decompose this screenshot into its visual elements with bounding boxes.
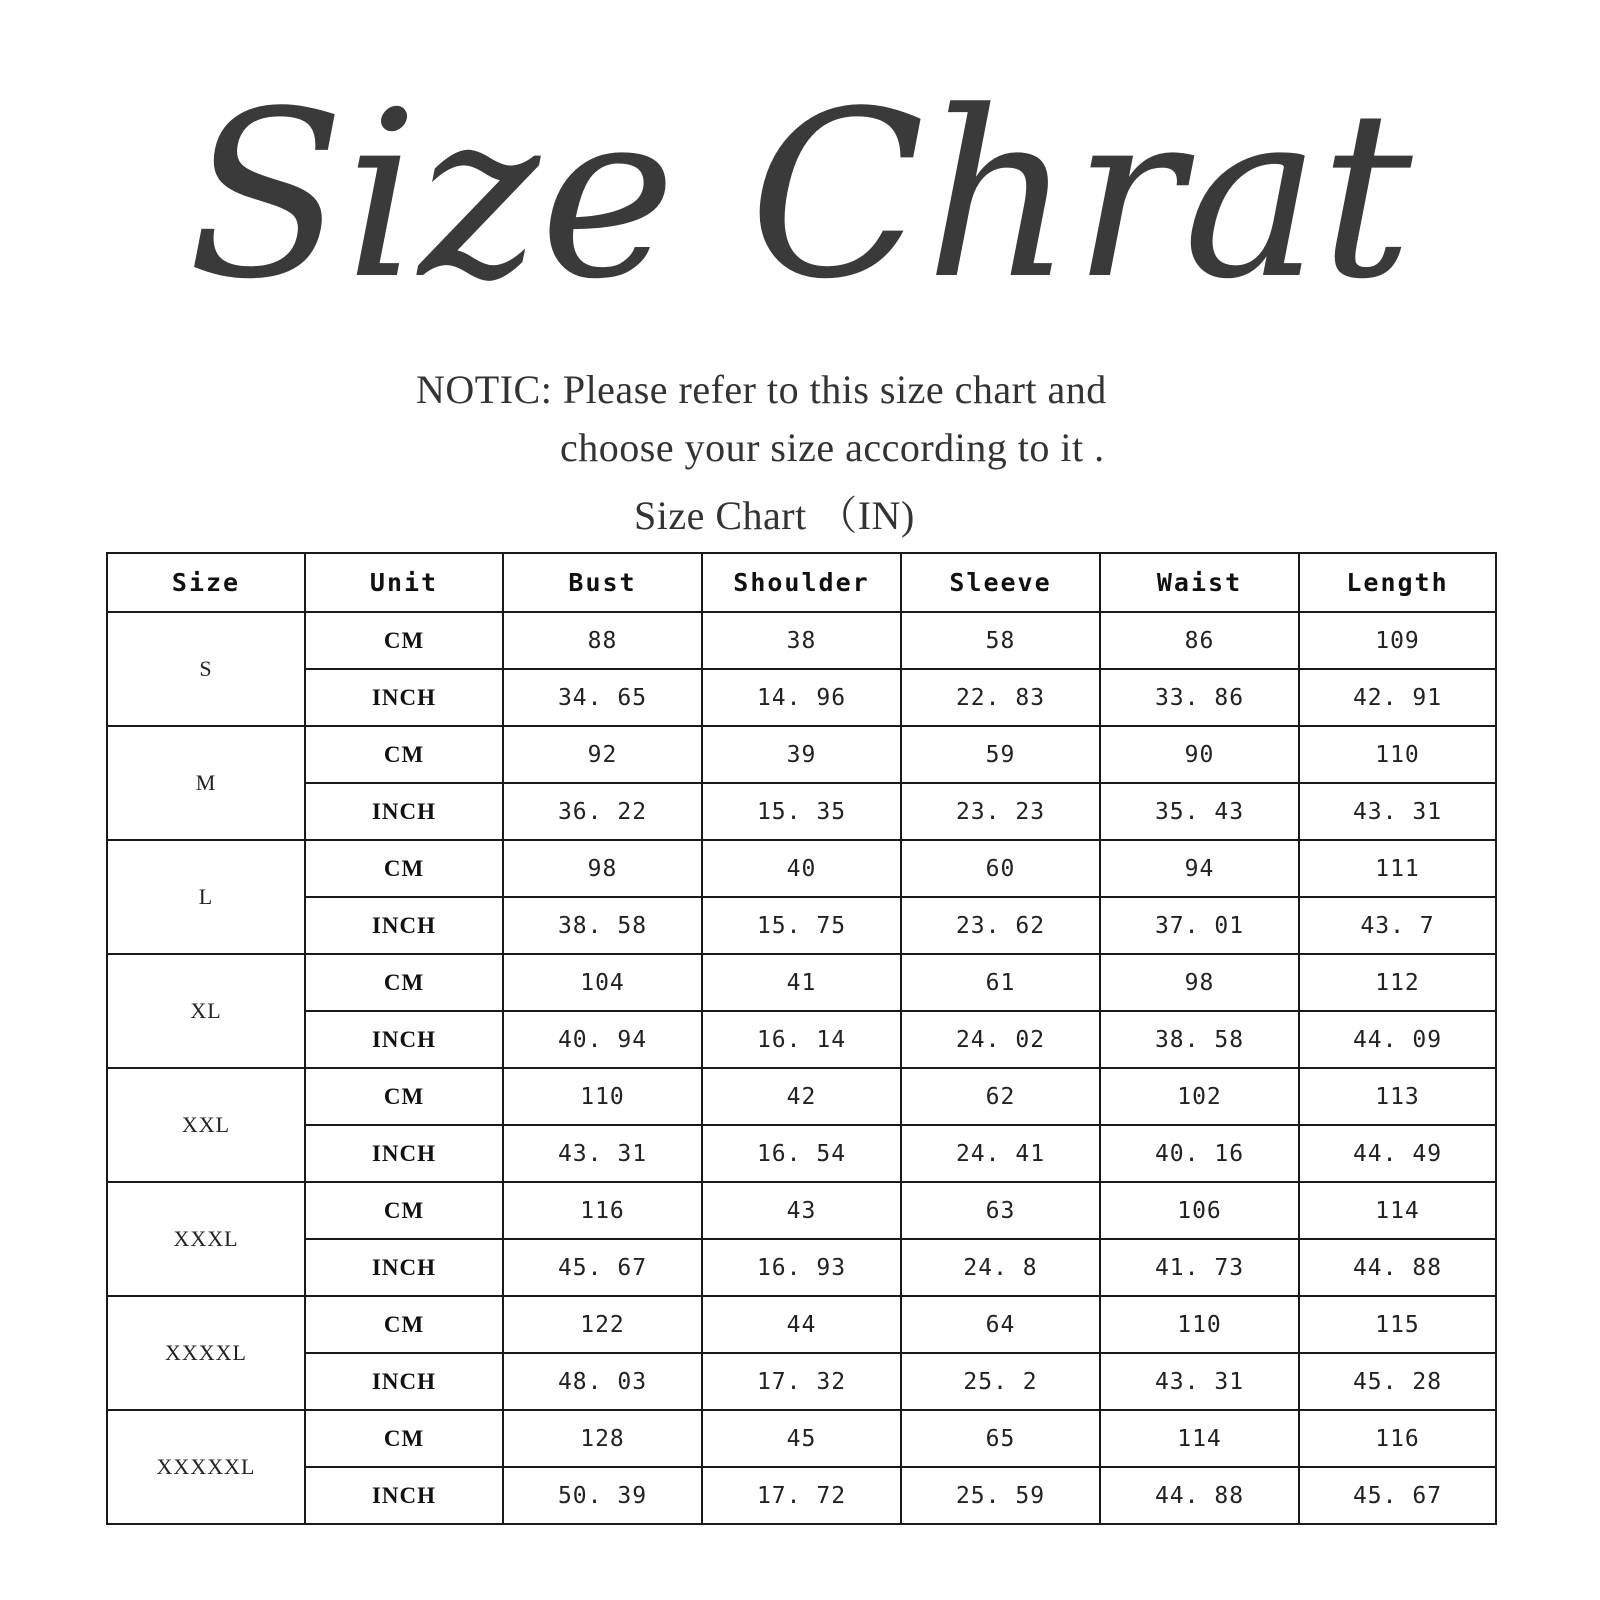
sleeve-cm-cell: 59 bbox=[901, 726, 1100, 783]
length-cm-cell: 116 bbox=[1299, 1410, 1496, 1467]
length-cm-cell: 115 bbox=[1299, 1296, 1496, 1353]
unit-cell-cm: CM bbox=[305, 726, 503, 783]
unit-cell-cm: CM bbox=[305, 954, 503, 1011]
unit-cell-inch: INCH bbox=[305, 783, 503, 840]
bust-inch-cell: 34. 65 bbox=[503, 669, 702, 726]
waist-inch-cell: 33. 86 bbox=[1100, 669, 1299, 726]
table-row bbox=[107, 1011, 1496, 1068]
header-unit: Unit bbox=[305, 553, 503, 612]
size-cell: S bbox=[107, 612, 305, 726]
bust-cm-cell: 104 bbox=[503, 954, 702, 1011]
length-inch-cell: 45. 67 bbox=[1299, 1467, 1496, 1524]
sleeve-cm-cell: 60 bbox=[901, 840, 1100, 897]
unit-cell-inch: INCH bbox=[305, 1353, 503, 1410]
unit-cell-inch: INCH bbox=[305, 669, 503, 726]
unit-cell-inch: INCH bbox=[305, 1467, 503, 1524]
waist-cm-cell: 86 bbox=[1100, 612, 1299, 669]
table-row bbox=[107, 669, 1496, 726]
header-waist: Waist bbox=[1100, 553, 1299, 612]
bust-cm-cell: 92 bbox=[503, 726, 702, 783]
waist-cm-cell: 90 bbox=[1100, 726, 1299, 783]
table-row bbox=[107, 1239, 1496, 1296]
unit-cell-cm: CM bbox=[305, 1182, 503, 1239]
shoulder-cm-cell: 45 bbox=[702, 1410, 901, 1467]
unit-cell-cm: CM bbox=[305, 1410, 503, 1467]
shoulder-inch-cell: 16. 93 bbox=[702, 1239, 901, 1296]
shoulder-inch-cell: 17. 32 bbox=[702, 1353, 901, 1410]
waist-inch-cell: 43. 31 bbox=[1100, 1353, 1299, 1410]
unit-cell-cm: CM bbox=[305, 840, 503, 897]
sleeve-inch-cell: 25. 59 bbox=[901, 1467, 1100, 1524]
size-cell: L bbox=[107, 840, 305, 954]
shoulder-inch-cell: 15. 75 bbox=[702, 897, 901, 954]
bust-cm-cell: 88 bbox=[503, 612, 702, 669]
shoulder-cm-cell: 40 bbox=[702, 840, 901, 897]
shoulder-cm-cell: 38 bbox=[702, 612, 901, 669]
waist-cm-cell: 106 bbox=[1100, 1182, 1299, 1239]
header-size: Size bbox=[107, 553, 305, 612]
size-cell: XXXXXL bbox=[107, 1410, 305, 1524]
table-row bbox=[107, 1068, 1496, 1125]
sleeve-inch-cell: 22. 83 bbox=[901, 669, 1100, 726]
waist-inch-cell: 38. 58 bbox=[1100, 1011, 1299, 1068]
size-cell: XXXXL bbox=[107, 1296, 305, 1410]
waist-cm-cell: 102 bbox=[1100, 1068, 1299, 1125]
length-cm-cell: 112 bbox=[1299, 954, 1496, 1011]
table-row bbox=[107, 897, 1496, 954]
table-header-row bbox=[107, 553, 1496, 612]
waist-cm-cell: 94 bbox=[1100, 840, 1299, 897]
unit-cell-inch: INCH bbox=[305, 897, 503, 954]
length-cm-cell: 111 bbox=[1299, 840, 1496, 897]
unit-cell-cm: CM bbox=[305, 1296, 503, 1353]
length-cm-cell: 113 bbox=[1299, 1068, 1496, 1125]
bust-inch-cell: 48. 03 bbox=[503, 1353, 702, 1410]
size-cell: XL bbox=[107, 954, 305, 1068]
sleeve-inch-cell: 24. 41 bbox=[901, 1125, 1100, 1182]
waist-inch-cell: 41. 73 bbox=[1100, 1239, 1299, 1296]
table-row bbox=[107, 1296, 1496, 1353]
size-table bbox=[106, 552, 1497, 1525]
shoulder-inch-cell: 16. 54 bbox=[702, 1125, 901, 1182]
sleeve-inch-cell: 23. 62 bbox=[901, 897, 1100, 954]
shoulder-inch-cell: 14. 96 bbox=[702, 669, 901, 726]
shoulder-inch-cell: 16. 14 bbox=[702, 1011, 901, 1068]
waist-inch-cell: 35. 43 bbox=[1100, 783, 1299, 840]
page-title-text: Size Chrat bbox=[187, 63, 1413, 330]
table-row bbox=[107, 1125, 1496, 1182]
table-row bbox=[107, 1467, 1496, 1524]
bust-inch-cell: 50. 39 bbox=[503, 1467, 702, 1524]
bust-inch-cell: 38. 58 bbox=[503, 897, 702, 954]
table-row bbox=[107, 840, 1496, 897]
waist-inch-cell: 37. 01 bbox=[1100, 897, 1299, 954]
waist-inch-cell: 40. 16 bbox=[1100, 1125, 1299, 1182]
unit-cell-cm: CM bbox=[305, 1068, 503, 1125]
length-inch-cell: 44. 09 bbox=[1299, 1011, 1496, 1068]
unit-cell-cm: CM bbox=[305, 612, 503, 669]
shoulder-cm-cell: 42 bbox=[702, 1068, 901, 1125]
sleeve-cm-cell: 64 bbox=[901, 1296, 1100, 1353]
sleeve-inch-cell: 24. 8 bbox=[901, 1239, 1100, 1296]
bust-inch-cell: 36. 22 bbox=[503, 783, 702, 840]
bust-inch-cell: 40. 94 bbox=[503, 1011, 702, 1068]
length-inch-cell: 44. 88 bbox=[1299, 1239, 1496, 1296]
waist-cm-cell: 110 bbox=[1100, 1296, 1299, 1353]
length-cm-cell: 110 bbox=[1299, 726, 1496, 783]
notice-line-1: NOTIC: Please refer to this size chart and bbox=[416, 367, 1107, 412]
header-bust: Bust bbox=[503, 553, 702, 612]
size-cell: XXXL bbox=[107, 1182, 305, 1296]
shoulder-cm-cell: 44 bbox=[702, 1296, 901, 1353]
bust-cm-cell: 116 bbox=[503, 1182, 702, 1239]
table-row bbox=[107, 954, 1496, 1011]
length-cm-cell: 114 bbox=[1299, 1182, 1496, 1239]
length-inch-cell: 43. 7 bbox=[1299, 897, 1496, 954]
table-row bbox=[107, 1353, 1496, 1410]
table-row bbox=[107, 612, 1496, 669]
sleeve-cm-cell: 61 bbox=[901, 954, 1100, 1011]
shoulder-inch-cell: 17. 72 bbox=[702, 1467, 901, 1524]
bust-cm-cell: 122 bbox=[503, 1296, 702, 1353]
sleeve-cm-cell: 62 bbox=[901, 1068, 1100, 1125]
table-body bbox=[107, 612, 1496, 1524]
sleeve-cm-cell: 58 bbox=[901, 612, 1100, 669]
size-cell: XXL bbox=[107, 1068, 305, 1182]
sleeve-inch-cell: 23. 23 bbox=[901, 783, 1100, 840]
waist-cm-cell: 98 bbox=[1100, 954, 1299, 1011]
page-title bbox=[187, 63, 1413, 360]
shoulder-cm-cell: 43 bbox=[702, 1182, 901, 1239]
table-row bbox=[107, 726, 1496, 783]
shoulder-inch-cell: 15. 35 bbox=[702, 783, 901, 840]
waist-inch-cell: 44. 88 bbox=[1100, 1467, 1299, 1524]
unit-cell-inch: INCH bbox=[305, 1125, 503, 1182]
chart-subtitle: Size Chart （IN) bbox=[634, 493, 915, 538]
length-inch-cell: 42. 91 bbox=[1299, 669, 1496, 726]
table-row bbox=[107, 783, 1496, 840]
header-shoulder: Shoulder bbox=[702, 553, 901, 612]
bust-cm-cell: 128 bbox=[503, 1410, 702, 1467]
unit-cell-inch: INCH bbox=[305, 1239, 503, 1296]
shoulder-cm-cell: 41 bbox=[702, 954, 901, 1011]
length-inch-cell: 45. 28 bbox=[1299, 1353, 1496, 1410]
sleeve-inch-cell: 25. 2 bbox=[901, 1353, 1100, 1410]
header-sleeve: Sleeve bbox=[901, 553, 1100, 612]
notice-line-2: choose your size according to it . bbox=[560, 425, 1105, 470]
length-inch-cell: 44. 49 bbox=[1299, 1125, 1496, 1182]
unit-cell-inch: INCH bbox=[305, 1011, 503, 1068]
sleeve-inch-cell: 24. 02 bbox=[901, 1011, 1100, 1068]
bust-inch-cell: 43. 31 bbox=[503, 1125, 702, 1182]
bust-cm-cell: 98 bbox=[503, 840, 702, 897]
sleeve-cm-cell: 65 bbox=[901, 1410, 1100, 1467]
length-inch-cell: 43. 31 bbox=[1299, 783, 1496, 840]
bust-cm-cell: 110 bbox=[503, 1068, 702, 1125]
table-row bbox=[107, 1410, 1496, 1467]
bust-inch-cell: 45. 67 bbox=[503, 1239, 702, 1296]
table-row bbox=[107, 1182, 1496, 1239]
length-cm-cell: 109 bbox=[1299, 612, 1496, 669]
waist-cm-cell: 114 bbox=[1100, 1410, 1299, 1467]
sleeve-cm-cell: 63 bbox=[901, 1182, 1100, 1239]
header-length: Length bbox=[1299, 553, 1496, 612]
shoulder-cm-cell: 39 bbox=[702, 726, 901, 783]
size-cell: M bbox=[107, 726, 305, 840]
